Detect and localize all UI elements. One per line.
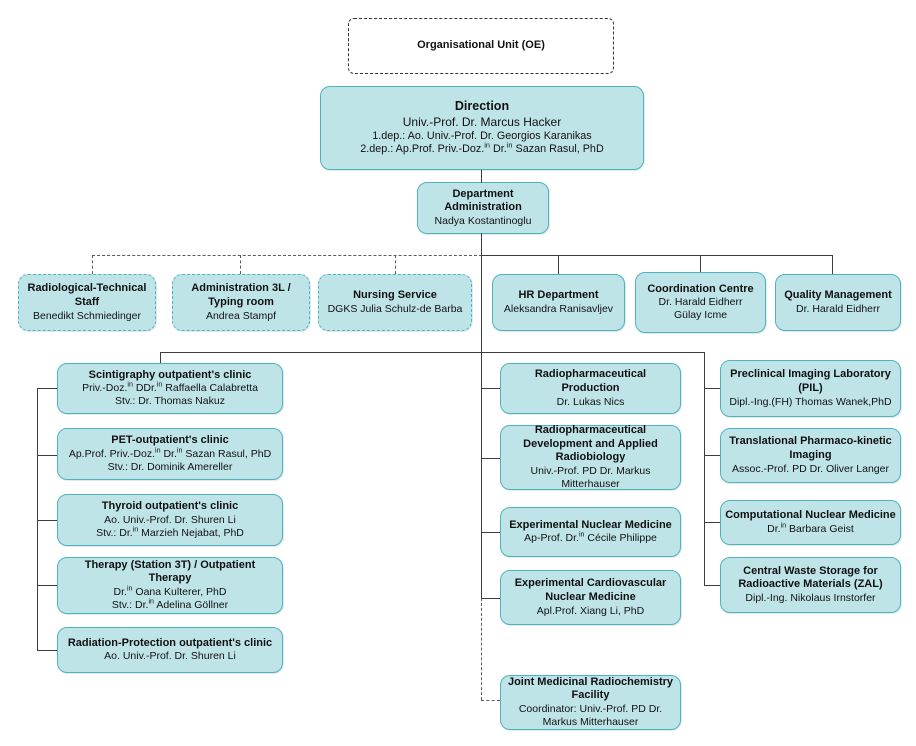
unit-person: Coordinator: Univ.-Prof. PD Dr. Markus Mitterhauser xyxy=(518,703,663,729)
unit-person: Dipl.-Ing. Nikolaus Irnstorfer xyxy=(745,592,876,605)
connector-left-stub-5 xyxy=(37,650,57,651)
unit-title: Radiological-Technical Staff xyxy=(27,282,147,308)
connector-dashed-joint-spine xyxy=(481,598,482,700)
connector-middle-stub-1 xyxy=(481,388,500,389)
unit-person: Andrea Stampf xyxy=(205,309,277,322)
research-box-experimental-nuclear-medicine xyxy=(500,507,681,557)
unit-title: Quality Management xyxy=(784,289,892,302)
connector-middle-stub-3 xyxy=(481,532,500,533)
clinic-box-therapy-station-3t xyxy=(57,557,283,614)
unit-person: DGKS Julia Schulz-de Barba xyxy=(327,302,463,315)
staff-box-quality-management xyxy=(775,274,901,331)
staff-box-coordination-centre xyxy=(635,272,766,333)
unit-title: HR Department xyxy=(518,289,599,302)
unit-person: Assoc.-Prof. PD Dr. Oliver Langer xyxy=(732,462,889,475)
lab-box-computational-nuclear-medicine xyxy=(720,500,901,545)
unit-person: Benedikt Schmiedinger xyxy=(33,309,141,322)
connector-admin-trunk xyxy=(481,233,482,353)
direction-deputy-2: 2.dep.: Ap.Prof. Priv.-Doz.$^{in}$ Dr.$^{in}$ Sazan Rasul, PhD xyxy=(360,140,604,156)
unit-person: Dr.$^{in}$ Barbara Geist xyxy=(767,521,854,535)
connector-right-stub-4 xyxy=(704,585,720,586)
unit-title: Administration 3L / Typing room xyxy=(191,282,291,308)
unit-title: Computational Nuclear Medicine xyxy=(725,509,896,522)
research-box-radiopharmaceutical-production xyxy=(500,363,681,414)
connector-right-stub-2 xyxy=(704,455,720,456)
unit-title: Radiation-Protection outpatient's clinic xyxy=(67,636,273,649)
unit-person: Dr. Harald Eidherr xyxy=(795,302,881,315)
unit-person: Stv.: Dr. Thomas Nakuz xyxy=(115,395,225,408)
unit-title: Therapy (Station 3T) / Outpatient Therapy xyxy=(84,558,256,585)
org-unit-box xyxy=(348,18,614,74)
unit-person: Ap.Prof. Priv.-Doz.$^{in}$ Dr.$^{in}$ Sazan Rasul, PhD xyxy=(68,446,272,460)
connector-right-stub-1 xyxy=(704,388,720,389)
clinic-box-pet xyxy=(57,428,283,480)
org-unit-title: Organisational Unit (OE) xyxy=(417,39,545,52)
staff-box-hr-department xyxy=(492,274,625,331)
unit-title: Radiopharmaceutical Production xyxy=(534,368,647,394)
connector-main-rail xyxy=(160,352,705,353)
connector-left-stub-2 xyxy=(37,455,57,456)
connector-stub-quality xyxy=(832,255,833,274)
research-box-radiopharmaceutical-development xyxy=(500,425,681,490)
unit-person: Priv.-Doz.$^{in}$ DDr.$^{in}$ Raffaella Calabretta xyxy=(82,380,258,395)
direction-head: Univ.-Prof. Dr. Marcus Hacker xyxy=(402,114,562,129)
connector-drop-scintigraphy xyxy=(160,352,161,363)
connector-direction-admin xyxy=(481,170,482,183)
unit-title: Preclinical Imaging Laboratory (PIL) xyxy=(730,368,891,394)
unit-person: Dr. Lukas Nics xyxy=(556,395,625,408)
unit-person: Stv.: Dr.$^{in}$ Adelina Göllner xyxy=(111,597,229,612)
connector-right-spine xyxy=(704,352,705,585)
connector-right-stub-3 xyxy=(704,522,720,523)
unit-title: Experimental Nuclear Medicine xyxy=(509,518,672,531)
connector-left-stub-4 xyxy=(37,585,57,586)
unit-person: Stv.: Dr. Dominik Amereller xyxy=(107,460,233,473)
connector-rail-right xyxy=(481,255,833,256)
staff-box-administration-typing xyxy=(172,274,310,331)
unit-person: Stv.: Dr.$^{in}$ Marzieh Nejabat, PhD xyxy=(96,525,244,539)
connector-dashed-stub-nursing xyxy=(395,255,396,274)
lab-box-translational-pharmacokinetic xyxy=(720,428,901,483)
unit-title: Scintigraphy outpatient's clinic xyxy=(88,368,252,381)
clinic-box-radiation-protection xyxy=(57,627,283,673)
lab-box-central-waste-storage xyxy=(720,557,901,613)
unit-title: PET-outpatient's clinic xyxy=(111,434,229,446)
unit-title: Nursing Service xyxy=(353,289,437,302)
unit-title: Joint Medicinal Radiochemistry Facility xyxy=(507,675,674,702)
unit-person: Ao. Univ.-Prof. Dr. Shuren Li xyxy=(104,650,236,663)
connector-stub-coordination xyxy=(700,255,701,272)
unit-title: Translational Pharmaco-kinetic Imaging xyxy=(729,435,892,461)
unit-person: Aleksandra Ranisavljev xyxy=(503,302,614,315)
unit-title: Department Administration xyxy=(444,187,522,214)
connector-dashed-stub-radiological xyxy=(92,255,93,274)
connector-left-stub-1 xyxy=(37,388,57,389)
lab-box-preclinical-imaging xyxy=(720,360,901,417)
unit-person: Apl.Prof. Xiang Li, PhD xyxy=(536,604,645,617)
direction-title: Direction xyxy=(454,99,510,114)
clinic-box-scintigraphy xyxy=(57,363,283,414)
unit-title: Central Waste Storage for Radioactive Materials (ZAL) xyxy=(738,564,883,591)
clinic-box-thyroid xyxy=(57,494,283,546)
connector-middle-stub-2 xyxy=(481,458,500,459)
staff-box-radiological-technical xyxy=(18,274,156,331)
staff-box-nursing-service xyxy=(318,274,472,331)
connector-dashed-stub-administration xyxy=(240,255,241,274)
unit-person: Dipl.-Ing.(FH) Thomas Wanek,PhD xyxy=(729,395,892,408)
connector-dashed-rail-left xyxy=(92,255,482,256)
unit-person: Dr.$^{in}$ Oana Kulterer, PhD xyxy=(113,584,227,599)
connector-left-stub-3 xyxy=(37,520,57,521)
unit-person: Nadya Kostantinoglu xyxy=(434,215,532,228)
direction-deputy-1: 1.dep.: Ao. Univ.-Prof. Dr. Georgios Karanikas xyxy=(372,129,592,142)
unit-person: Gülay Icme xyxy=(673,309,728,322)
connector-middle-stub-4 xyxy=(481,598,500,599)
connector-stub-hr xyxy=(558,255,559,274)
unit-title: Coordination Centre xyxy=(647,282,754,295)
unit-person: Univ.-Prof. PD Dr. Markus Mitterhauser xyxy=(530,465,651,491)
dept-admin-box xyxy=(417,182,549,234)
unit-title: Thyroid outpatient's clinic xyxy=(101,500,239,512)
unit-person: Ao. Univ.-Prof. Dr. Shuren Li xyxy=(104,513,236,526)
unit-title: Radiopharmaceutical Development and Applied Radiobiology xyxy=(523,423,658,464)
research-box-experimental-cardiovascular xyxy=(500,570,681,625)
unit-person: Ap-Prof. Dr.$^{in}$ Cécile Philippe xyxy=(524,530,657,545)
unit-title: Experimental Cardiovascular Nuclear Medicine xyxy=(514,577,667,603)
research-box-joint-radiochemistry-facility xyxy=(500,675,681,730)
direction-box xyxy=(320,86,644,170)
connector-dashed-joint-stub xyxy=(481,700,500,701)
unit-person: Dr. Harald Eidherr xyxy=(658,296,743,309)
